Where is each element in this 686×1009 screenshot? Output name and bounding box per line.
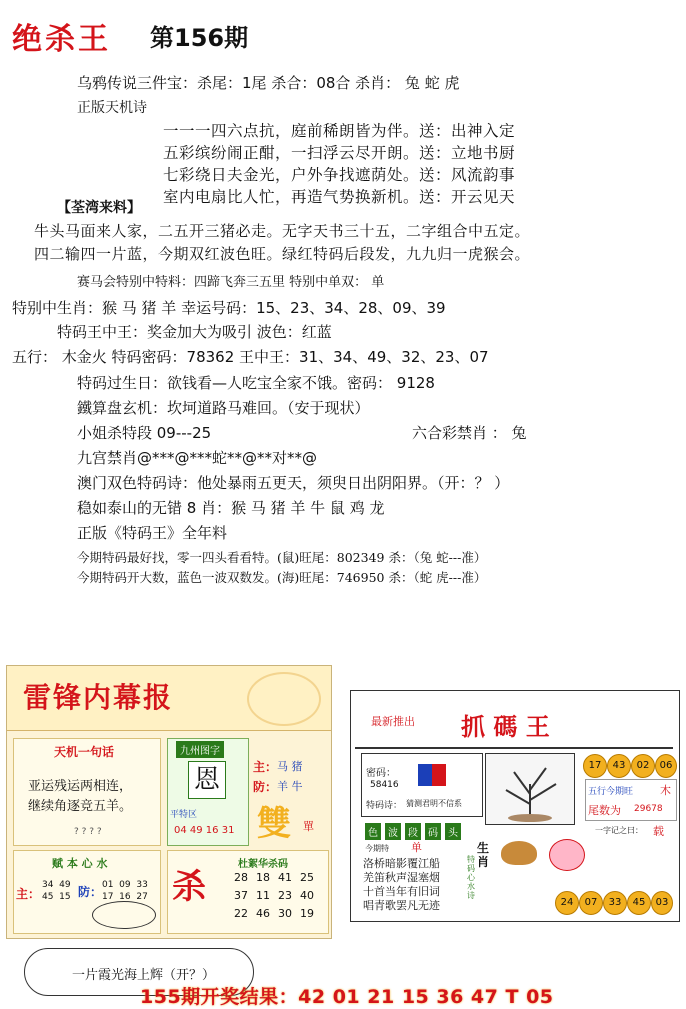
wuxing-box bbox=[585, 779, 677, 821]
grid-cell: 23 bbox=[278, 889, 292, 902]
grid-cell: 19 bbox=[300, 907, 314, 920]
yizi-label: 一字记之曰： bbox=[595, 826, 643, 835]
number-ball: 33 bbox=[603, 891, 627, 915]
fang2-nums: 01 09 33 17 16 27 bbox=[102, 880, 148, 902]
text-line: 正版《特码王》全年料 bbox=[77, 524, 228, 542]
sha-char: 杀 bbox=[172, 867, 206, 907]
mima-box bbox=[361, 753, 483, 817]
number-ball: 45 bbox=[627, 891, 651, 915]
tree-icon bbox=[486, 754, 574, 824]
number-ball: 43 bbox=[607, 754, 631, 778]
sha-grid-row bbox=[234, 871, 322, 884]
grid-cell: 22 bbox=[234, 907, 248, 920]
right-poem-line: 羌笛秋声湿塞烟 bbox=[363, 871, 440, 884]
sha-grid-row bbox=[234, 889, 322, 902]
lunqi-label: 今期特 bbox=[365, 844, 389, 853]
poem-line: 七彩绕日夫金光，户外争找遮荫处。送：风流韵事 bbox=[163, 166, 516, 184]
text-line: 六合彩禁肖 ： 兔 bbox=[412, 424, 527, 442]
chip: 段 bbox=[405, 823, 421, 840]
wuxing-label: 五行今期旺 bbox=[588, 787, 634, 797]
poem-line: 室内电扇比人忙，再造气势换新机。送：开云见天 bbox=[163, 188, 516, 206]
dan-char: 单 bbox=[411, 841, 422, 854]
right-card-title: 抓 碼 王 bbox=[461, 712, 550, 741]
mima-number: 58416 bbox=[370, 780, 399, 790]
left-card-title: 雷锋内幕报 bbox=[23, 681, 174, 714]
grid-cell: 40 bbox=[300, 889, 314, 902]
pingte-label: 平特区 bbox=[170, 810, 198, 820]
grid-cell: 18 bbox=[256, 871, 270, 884]
text-line: 稳如泰山的无错 8 肖：猴 马 猪 羊 牛 鼠 鸡 龙 bbox=[77, 499, 385, 517]
number-ball: 03 bbox=[651, 891, 673, 915]
grid-cell: 41 bbox=[278, 871, 292, 884]
zhi-box bbox=[13, 850, 161, 934]
number-ball: 24 bbox=[555, 891, 579, 915]
text-line: 牛头马面来人家，二五开三猪必走。无字天书三十五，二字组合中五定。 bbox=[34, 222, 531, 240]
text-line: 九宫禁肖@***@***蛇**@**对**@ bbox=[77, 449, 318, 467]
temashi-label: 特码诗： bbox=[366, 801, 403, 811]
tianji-line: 亚运残运两相连， bbox=[28, 779, 133, 794]
sha-grid-row bbox=[234, 907, 322, 920]
grid-cell: 46 bbox=[256, 907, 270, 920]
text-line: 鐵算盘玄机：坎坷道路马难回。（安于现状） bbox=[77, 399, 370, 417]
right-card bbox=[350, 690, 680, 922]
text-line: 五行： 木金火 特码密码：78362 王中王：31、34、49、32、23、07 bbox=[12, 348, 489, 366]
teji-label: 特 码 心 水 诗 bbox=[467, 855, 475, 900]
right-poem-line: 十首当年有旧词 bbox=[363, 885, 440, 898]
pingte-nums: 04 49 16 31 bbox=[174, 825, 235, 836]
en-char: 恩 bbox=[188, 761, 226, 799]
grid-cell: 37 bbox=[234, 889, 248, 902]
jiuzhou-title: 九州图字 bbox=[176, 741, 224, 758]
chip: 色 bbox=[365, 823, 381, 840]
grid-cell: 30 bbox=[278, 907, 292, 920]
zhu2-nums: 34 49 45 15 bbox=[42, 880, 71, 902]
pig-icon bbox=[549, 839, 585, 871]
poem-line: 五彩缤纷闹正酣，一扫浮云尽开朗。送：立地书厨 bbox=[163, 144, 516, 162]
right-poem-line: 唱青歌罢凡无迹 bbox=[363, 899, 440, 912]
number-ball: 17 bbox=[583, 754, 607, 778]
temashi-value: 猜测君明不信系 bbox=[406, 799, 462, 808]
chip: 码 bbox=[425, 823, 441, 840]
oval-decor bbox=[92, 901, 156, 929]
text-line: 特别中生肖：猴 马 猪 羊 幸运号码：15、23、34、28、09、39 bbox=[12, 299, 446, 317]
shajia-title: 杜絮华杀码 bbox=[238, 859, 288, 870]
text-line: 今期特码开大数，蓝色一波双数发。(海)旺尾：746950 杀：（蛇 虎---准） bbox=[77, 570, 487, 585]
brand-title: 绝杀王 bbox=[12, 22, 111, 57]
grid-cell: 28 bbox=[234, 871, 248, 884]
fang2-label: 防： bbox=[78, 885, 103, 899]
grid-cell: 25 bbox=[300, 871, 314, 884]
text-line: 赛马会特别中特料：四蹄飞奔三五里 特别中单双： 单 bbox=[77, 275, 385, 290]
tree-sketch bbox=[485, 753, 575, 825]
yizi-value: 载 bbox=[653, 825, 664, 838]
zhu2-label: 主： bbox=[16, 887, 41, 901]
wuxing-value: 木 bbox=[660, 784, 671, 797]
chip: 头 bbox=[445, 823, 461, 840]
fang-label: 防： bbox=[253, 780, 278, 794]
text-line: 正版天机诗 bbox=[77, 100, 147, 116]
text-line: 四二输四一片蓝，今期双红波色旺。绿红特码后段发，九九归一虎猴会。 bbox=[34, 245, 531, 263]
sha-box bbox=[167, 850, 329, 934]
weishu-label: 尾数为 bbox=[588, 804, 621, 817]
number-ball: 07 bbox=[579, 891, 603, 915]
shuang-small: 單 bbox=[303, 820, 314, 833]
zhi-title: 赋 本 心 水 bbox=[52, 857, 108, 870]
cloud-text: 一片霞光海上辉（开？） bbox=[72, 968, 216, 983]
right-card-tag: 最新推出 bbox=[371, 715, 415, 728]
mima-label: 密码： bbox=[366, 768, 396, 779]
text-line: 特码王中王：奖金加大为吸引 波色：红蓝 bbox=[57, 323, 332, 341]
tianji-title: 天机一句话 bbox=[54, 745, 115, 759]
swirl-decor bbox=[247, 672, 321, 726]
jiuzhou-box bbox=[167, 738, 249, 846]
left-card bbox=[6, 665, 332, 939]
weishu-value: 29678 bbox=[634, 804, 663, 814]
grid-cell: 11 bbox=[256, 889, 270, 902]
chip-row bbox=[365, 823, 461, 840]
text-line: 今期特码最好找，零一四头看看特。(鼠)旺尾：802349 杀：（兔 蛇---准） bbox=[77, 550, 487, 565]
logo-icon bbox=[418, 764, 446, 786]
chip: 波 bbox=[385, 823, 401, 840]
text-line: 澳门双色特码诗：他处暴雨五更天，须臾日出阴阳界。（开：？ ） bbox=[77, 474, 510, 492]
animal-icon bbox=[501, 841, 537, 865]
shengxiao-label: 生 肖 bbox=[477, 841, 490, 869]
issue-number: 第156期 bbox=[150, 24, 249, 52]
small-row: ? ? ? ? bbox=[74, 827, 102, 837]
text-line: 乌鸦传说三件宝：杀尾：1尾 杀合：08合 杀肖： 兔 蛇 虎 bbox=[77, 74, 460, 92]
text-line: 特码过生日：欲钱看—人吃宝全家不饿。密码： 9128 bbox=[77, 374, 435, 392]
zhu-fang-box bbox=[251, 738, 327, 844]
shuang-char: 雙 bbox=[257, 804, 291, 844]
right-poem-line: 洛桥暗影覆江船 bbox=[363, 857, 440, 870]
draw-result: 155期开奖结果：42 01 21 15 36 47 T 05 bbox=[140, 986, 554, 1008]
tianji-line: 继续角逐竞五羊。 bbox=[28, 799, 133, 814]
section-label: 【荃湾来料】 bbox=[57, 200, 141, 216]
text-line: 小姐杀特段 09---25 bbox=[77, 424, 212, 442]
left-card-header bbox=[7, 666, 331, 731]
number-ball: 06 bbox=[655, 754, 677, 778]
zhu-value: 马 猪 bbox=[277, 760, 303, 773]
tianji-box bbox=[13, 738, 161, 846]
poem-line: 一一一四六点抗，庭前稀朗皆为伴。送：出神入定 bbox=[163, 122, 516, 140]
fang-value: 羊 牛 bbox=[277, 780, 303, 793]
zhu-label: 主： bbox=[253, 760, 278, 774]
number-ball: 02 bbox=[631, 754, 655, 778]
divider bbox=[355, 747, 673, 749]
